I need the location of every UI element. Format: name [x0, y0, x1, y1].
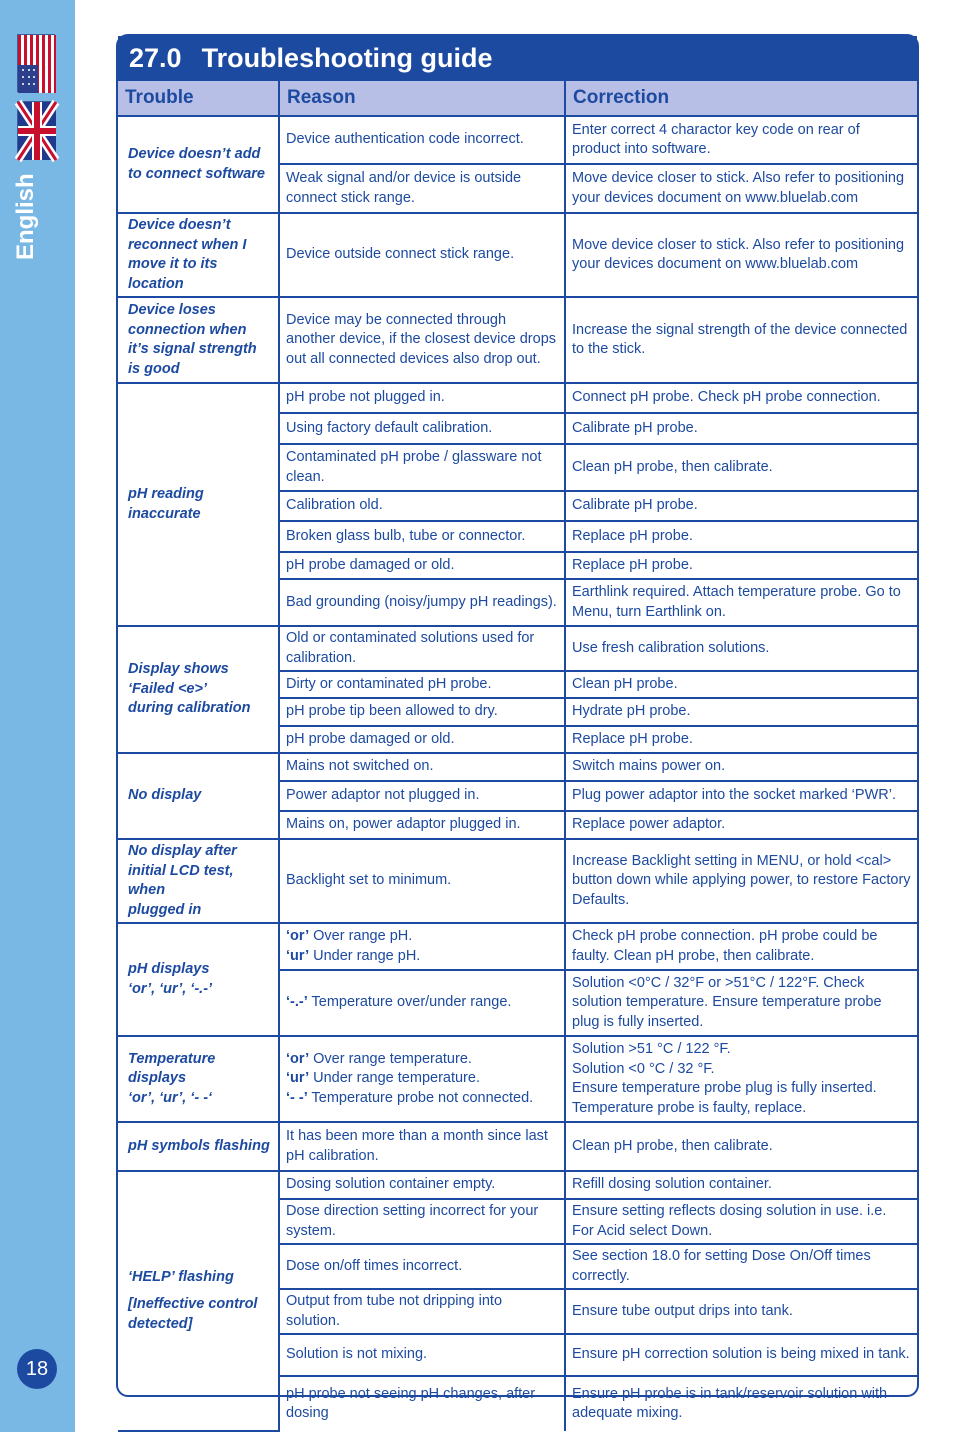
- reason-cell: pH probe not plugged in.: [279, 383, 565, 413]
- table-header-row: [118, 81, 917, 116]
- table-row: [118, 923, 917, 970]
- table-row: [118, 1036, 917, 1122]
- reason-cell: ‘-.-’ Temperature over/under range.: [279, 970, 565, 1036]
- reason-cell: pH probe tip been allowed to dry.: [279, 698, 565, 726]
- trouble-cell: Device doesn’t add to connect software: [118, 116, 279, 213]
- correction-cell: Clean pH probe, then calibrate.: [565, 1122, 917, 1171]
- trouble-cell: ‘HELP’ flashing [Ineffective control detected]: [118, 1171, 279, 1431]
- table-row: [118, 839, 917, 923]
- reason-cell: Mains on, power adaptor plugged in.: [279, 811, 565, 839]
- table-row: [118, 1122, 917, 1171]
- reason-cell: Mains not switched on.: [279, 753, 565, 781]
- reason-cell: Backlight set to minimum.: [279, 839, 565, 923]
- reason-cell: pH probe damaged or old.: [279, 552, 565, 579]
- correction-cell: See section 18.0 for setting Dose On/Off times correctly.: [565, 1244, 917, 1289]
- us-flag-icon: [17, 34, 55, 92]
- page-number: 18: [17, 1349, 57, 1389]
- header-correction: Correction: [565, 81, 917, 116]
- correction-cell: Switch mains power on.: [565, 753, 917, 781]
- header-reason: Reason: [279, 81, 565, 116]
- reason-cell: Using factory default calibration.: [279, 413, 565, 444]
- correction-cell: Ensure setting reflects dosing solution in use. i.e. For Acid select Down.: [565, 1199, 917, 1244]
- table-row: [118, 1171, 917, 1199]
- reason-cell: Device outside connect stick range.: [279, 213, 565, 297]
- reason-cell: Broken glass bulb, tube or connector.: [279, 521, 565, 552]
- table-row: [118, 753, 917, 781]
- trouble-cell: Device loses connection when it’s signal strength is good: [118, 297, 279, 383]
- correction-cell: Enter correct 4 charactor key code on rear of product into software.: [565, 116, 917, 164]
- correction-cell: Calibrate pH probe.: [565, 491, 917, 521]
- language-label: English: [12, 173, 39, 260]
- table-row: [118, 116, 917, 164]
- section-number: 27.0: [129, 43, 182, 73]
- reason-cell: Weak signal and/or device is outside connect stick range.: [279, 164, 565, 213]
- trouble-cell: Device doesn’t reconnect when I move it to its location: [118, 213, 279, 297]
- correction-cell: Increase Backlight setting in MENU, or hold <cal> button down while applying power, to restore Factory Defaults.: [565, 839, 917, 923]
- correction-cell: Replace pH probe.: [565, 521, 917, 552]
- reason-cell: Power adaptor not plugged in.: [279, 781, 565, 811]
- correction-cell: Calibrate pH probe.: [565, 413, 917, 444]
- reason-cell: Dirty or contaminated pH probe.: [279, 671, 565, 698]
- reason-cell: Device authentication code incorrect.: [279, 116, 565, 164]
- reason-cell: ‘or’ Over range pH. ‘ur’ Under range pH.: [279, 923, 565, 970]
- reason-cell: Old or contaminated solutions used for calibration.: [279, 626, 565, 671]
- correction-cell: Connect pH probe. Check pH probe connection.: [565, 383, 917, 413]
- reason-cell: Contaminated pH probe / glassware not clean.: [279, 444, 565, 491]
- correction-cell: Earthlink required. Attach temperature probe. Go to Menu, turn Earthlink on.: [565, 579, 917, 626]
- trouble-cell: No display after initial LCD test, when plugged in: [118, 839, 279, 923]
- trouble-cell: pH displays ‘or’, ‘ur’, ‘-.-’: [118, 923, 279, 1036]
- correction-cell: Hydrate pH probe.: [565, 698, 917, 726]
- troubleshooting-table: [118, 81, 917, 1432]
- reason-cell: Calibration old.: [279, 491, 565, 521]
- trouble-cell: pH symbols flashing: [118, 1122, 279, 1171]
- reason-cell: Dose on/off times incorrect.: [279, 1244, 565, 1289]
- correction-cell: Ensure pH correction solution is being mixed in tank.: [565, 1334, 917, 1376]
- reason-cell: Bad grounding (noisy/jumpy pH readings).: [279, 579, 565, 626]
- section-title: [118, 36, 917, 81]
- correction-cell: Move device closer to stick. Also refer to positioning your devices document on www.bluelab.com: [565, 213, 917, 297]
- correction-cell: Ensure tube output drips into tank.: [565, 1289, 917, 1334]
- correction-cell: Clean pH probe.: [565, 671, 917, 698]
- reason-cell: pH probe not seeing pH changes, after dosing: [279, 1376, 565, 1431]
- correction-cell: Use fresh calibration solutions.: [565, 626, 917, 671]
- reason-cell: pH probe damaged or old.: [279, 726, 565, 753]
- reason-cell: ‘or’ Over range temperature. ‘ur’ Under range temperature. ‘- -’ Temperature probe not connected.: [279, 1036, 565, 1122]
- side-strip: [0, 0, 75, 1432]
- reason-cell: Device may be connected through another device, if the closest device drops out all connected devices also drop out.: [279, 297, 565, 383]
- correction-cell: Move device closer to stick. Also refer to positioning your devices document on www.bluelab.com: [565, 164, 917, 213]
- correction-cell: Refill dosing solution container.: [565, 1171, 917, 1199]
- table-row: [118, 213, 917, 297]
- correction-cell: Increase the signal strength of the device connected to the stick.: [565, 297, 917, 383]
- table-row: [118, 383, 917, 413]
- troubleshooting-panel: [116, 34, 919, 1421]
- reason-cell: Dose direction setting incorrect for your system.: [279, 1199, 565, 1244]
- correction-cell: Solution >51 °C / 122 °F. Solution <0 °C / 32 °F. Ensure temperature probe plug is fully inserted. Temperature probe is faulty, replace.: [565, 1036, 917, 1122]
- correction-cell: Replace power adaptor.: [565, 811, 917, 839]
- table-row: [118, 297, 917, 383]
- section-title-text: Troubleshooting guide: [201, 43, 493, 73]
- reason-cell: It has been more than a month since last pH calibration.: [279, 1122, 565, 1171]
- reason-cell: Solution is not mixing.: [279, 1334, 565, 1376]
- trouble-cell: Temperature displays ‘or’, ‘ur’, ‘- -‘: [118, 1036, 279, 1122]
- correction-cell: Plug power adaptor into the socket marked ‘PWR’.: [565, 781, 917, 811]
- header-trouble: Trouble: [118, 81, 279, 116]
- reason-cell: Dosing solution container empty.: [279, 1171, 565, 1199]
- correction-cell: Ensure pH probe is in tank/reservoir solution with adequate mixing.: [572, 1385, 888, 1421]
- trouble-cell: No display: [118, 753, 279, 839]
- correction-cell: Clean pH probe, then calibrate.: [565, 444, 917, 491]
- table-row: [118, 626, 917, 671]
- correction-cell: Solution <0°C / 32°F or >51°C / 122°F. Check solution temperature. Ensure temperature probe plug is fully inserted.: [565, 970, 917, 1036]
- trouble-cell: Display shows ‘Failed <e>’ during calibration: [118, 626, 279, 753]
- trouble-cell: pH reading inaccurate: [118, 383, 279, 626]
- correction-cell: Replace pH probe.: [565, 552, 917, 579]
- uk-flag-icon: [17, 101, 55, 159]
- correction-cell: Check pH probe connection. pH probe could be faulty. Clean pH probe, then calibrate.: [565, 923, 917, 970]
- reason-cell: Output from tube not dripping into solution.: [279, 1289, 565, 1334]
- correction-cell: Replace pH probe.: [565, 726, 917, 753]
